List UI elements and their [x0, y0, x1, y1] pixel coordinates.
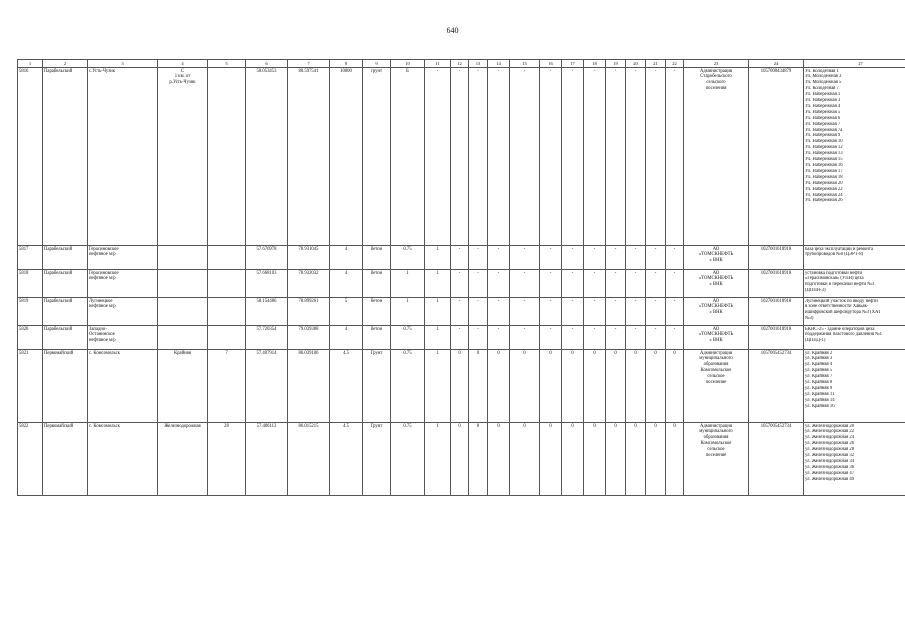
count-cell: - [666, 326, 684, 350]
count-cell: - [626, 298, 646, 326]
longitude-cell: 86.015215 [288, 423, 330, 496]
area-cell: 4 [330, 270, 363, 298]
location-cell: Железнодорожная [158, 423, 208, 496]
count-cell: - [540, 68, 562, 246]
district-cell: Парабельский [43, 68, 88, 246]
area-cell: 4.5 [330, 350, 363, 423]
count-cell: - [540, 326, 562, 350]
address-line: ул. Крайняя 9 [805, 385, 833, 391]
column-number-1: 1 [18, 60, 43, 68]
surface-cell: бетон [363, 326, 391, 350]
area-cell: 4 [330, 246, 363, 270]
latitude-cell: 58.154486 [246, 298, 288, 326]
column-number-18: 18 [584, 60, 606, 68]
address-line: Ул. Набережная 4 [805, 103, 841, 109]
address-line: Ул. Набережная 24 [805, 192, 843, 198]
count-cell: - [562, 270, 584, 298]
address-line: «Герасимовская» (УПН) цеха [805, 276, 864, 282]
count-cell: - [606, 68, 626, 246]
surface-cell: Грунт [363, 423, 391, 496]
addresses-cell [804, 246, 905, 270]
longitude-cell: 78.932032 [288, 270, 330, 298]
surface-cell: Грунт [363, 350, 391, 423]
column-number-22: 22 [666, 60, 684, 68]
count-cell: 0 [646, 423, 666, 496]
table-row [18, 326, 905, 350]
address-line: Ул. Набережная 6 [805, 115, 841, 121]
count-cell: - [488, 246, 510, 270]
address-line: ул. Железнодорожная 24 [805, 435, 855, 441]
column-number-16: 16 [540, 60, 562, 68]
district-cell: Парабельский [43, 246, 88, 270]
table-row [18, 246, 905, 270]
address-line: Ул. Колодезная 1 [805, 68, 839, 74]
table-row [18, 350, 905, 423]
count-cell: - [666, 68, 684, 246]
place-cell: с. Комсомольск [88, 350, 158, 423]
address-line: Ул. Набережная 7а [805, 127, 843, 133]
count-cell: - [666, 270, 684, 298]
area-cell: 4 [330, 326, 363, 350]
row-id: 5820 [18, 326, 43, 350]
address-line: ул. Железнодорожная 22 [805, 429, 855, 435]
location-cell [158, 270, 208, 298]
address-line: ул. Крайняя 2 [805, 350, 833, 356]
district-cell: Парабельский [43, 326, 88, 350]
house-cell [208, 68, 246, 246]
addresses-cell [804, 423, 905, 496]
count-cell: - [469, 326, 488, 350]
address-line: ишифровской шефсмрутора №3 (ХАТ [805, 310, 881, 316]
count-cell: - [488, 68, 510, 246]
count-cell: - [510, 298, 540, 326]
column-number-9: 9 [363, 60, 391, 68]
address-line: ул. Железнодорожная 32 [805, 453, 855, 459]
column-number-24: 24 [749, 60, 804, 68]
house-cell [208, 326, 246, 350]
ogrn-cell: 1027001618918 [749, 326, 804, 350]
place-cell: Лугинецкое нефтяное м/р [88, 298, 158, 326]
count-cell: - [469, 270, 488, 298]
count-cell: 0 [584, 423, 606, 496]
address-line: Ул. Молодежная 3 [805, 74, 842, 80]
address-line: Ул. Набережная 26 [805, 198, 843, 204]
surface-cell: бетон [363, 298, 391, 326]
value-cell: Б [391, 68, 425, 246]
value-cell: 0.75 [391, 246, 425, 270]
address-line: Ул. Набережная 22 [805, 186, 843, 192]
address-line: Ул. Набережная 20 [805, 180, 843, 186]
count-cell: 0 [666, 423, 684, 496]
column-number-8: 8 [330, 60, 363, 68]
address-line: ул. Крайняя 8 [805, 380, 833, 386]
area-cell: 4.5 [330, 423, 363, 496]
column-number-5: 5 [208, 60, 246, 68]
count-cell: - [510, 270, 540, 298]
address-line: поддержания пластового давления №1 [805, 332, 882, 338]
owner-cell: Администрация муниципального образования Комсомольское сельское поселение [684, 350, 749, 423]
count-cell: 0 [562, 350, 584, 423]
location-cell: Крайняя [158, 350, 208, 423]
count-cell: - [451, 326, 469, 350]
column-number-3: 3 [88, 60, 158, 68]
count-cell: - [646, 326, 666, 350]
address-line: ул. Железнодорожная 28 [805, 447, 855, 453]
count-cell: 0 [646, 350, 666, 423]
count-cell: - [646, 246, 666, 270]
address-line: ул. Железнодорожная 36 [805, 464, 855, 470]
district-cell: Первомайский [43, 350, 88, 423]
address-line: Ул. Набережная 9 [805, 133, 841, 139]
district-cell: Парабельский [43, 270, 88, 298]
address-line: Ул. Набережная 10 [805, 139, 843, 145]
count-cell: - [584, 298, 606, 326]
column-number-6: 6 [246, 60, 288, 68]
district-cell: Парабельский [43, 298, 88, 326]
address-line: (ЦППД-1) [805, 338, 826, 344]
address-line: БКНС-25 - здание операторов цеха [805, 326, 875, 332]
value-cell: 0.75 [391, 326, 425, 350]
count-cell: - [488, 270, 510, 298]
count-cell: 0 [626, 423, 646, 496]
count-cell: - [626, 68, 646, 246]
column-number-21: 21 [646, 60, 666, 68]
longitude-cell: 78.931045 [288, 246, 330, 270]
table-row [18, 298, 905, 326]
address-line: в зоне ответственности Хавьяк- [805, 304, 869, 310]
count-cell: - [626, 326, 646, 350]
row-id: 5816 [18, 68, 43, 246]
address-line: Ул. Набережная 18 [805, 174, 843, 180]
column-number-13: 13 [469, 60, 488, 68]
count-cell: 0 [626, 350, 646, 423]
address-line: ул. Крайняя 16 [805, 403, 835, 409]
address-line: ул. Железнодорожная 26 [805, 441, 855, 447]
address-line: Ул. Набережная 13 [805, 151, 843, 157]
count-cell: 1 [425, 423, 451, 496]
count-cell: - [451, 68, 469, 246]
count-cell: - [469, 246, 488, 270]
surface-cell: бетон [363, 270, 391, 298]
column-number-19: 19 [606, 60, 626, 68]
row-id: 5822 [18, 423, 43, 496]
place-cell: с. Комсомольск [88, 423, 158, 496]
count-cell: - [646, 298, 666, 326]
value-cell: 1 [391, 298, 425, 326]
address-line: Ул. Набережная 17 [805, 168, 843, 174]
latitude-cell: 57.406113 [246, 423, 288, 496]
house-cell: 28 [208, 423, 246, 496]
value-cell: 1 [391, 270, 425, 298]
count-cell: - [540, 246, 562, 270]
owner-cell: АО «ТОМСКНЕФТЬ » ВНК [684, 298, 749, 326]
longitude-cell: 79.039388 [288, 326, 330, 350]
owner-cell: АО «ТОМСКНЕФТЬ » ВНК [684, 326, 749, 350]
address-line: ул. Железнодорожная 47 [805, 470, 855, 476]
registry-sheet [17, 59, 897, 496]
count-cell: - [540, 298, 562, 326]
count-cell: - [510, 326, 540, 350]
count-cell: - [646, 270, 666, 298]
ogrn-cell: 1027001618918 [749, 270, 804, 298]
count-cell: 0 [666, 350, 684, 423]
address-line: Ул. Набережная 15 [805, 157, 843, 163]
address-line: трубопроводов №8 (ЦЭРТ-8) [805, 252, 864, 258]
ogrn-cell: 1027001618918 [749, 246, 804, 270]
count-cell: 0 [510, 423, 540, 496]
addresses-cell [804, 350, 905, 423]
count-cell: - [584, 270, 606, 298]
column-number-15: 15 [510, 60, 540, 68]
count-cell: 0 [469, 423, 488, 496]
address-line: ул. Крайняя 5 [805, 368, 833, 374]
row-id: 5818 [18, 270, 43, 298]
count-cell: - [562, 246, 584, 270]
location-cell [158, 246, 208, 270]
count-cell: - [469, 298, 488, 326]
owner-cell: Администрация муниципального образования Комсомольское сельское поселение [684, 423, 749, 496]
owner-cell: Администрация Старобельского сельского поселения [684, 68, 749, 246]
address-line: №3) [805, 316, 814, 322]
surface-cell: бетон [363, 246, 391, 270]
column-number-27: 27 [804, 60, 905, 68]
location-cell [158, 298, 208, 326]
column-number-header [18, 60, 905, 68]
table-row [18, 270, 905, 298]
count-cell: 1 [425, 246, 451, 270]
count-cell: - [562, 326, 584, 350]
count-cell: 1 [425, 326, 451, 350]
count-cell: - [626, 270, 646, 298]
longitude-cell: 80.597541 [288, 68, 330, 246]
table-row [18, 423, 905, 496]
address-line: Лугинецкий участок по вводу нефти [805, 298, 878, 304]
count-cell: 1 [425, 298, 451, 326]
ogrn-cell: 1057000434879 [749, 68, 804, 246]
address-line: Ул. Набережная 3 [805, 98, 841, 104]
column-number-12: 12 [451, 60, 469, 68]
count-cell: - [626, 246, 646, 270]
count-cell: - [451, 270, 469, 298]
house-cell [208, 246, 246, 270]
row-id: 5819 [18, 298, 43, 326]
count-cell: 0 [606, 350, 626, 423]
place-cell: Западно- Останинское нефтяное м/р [88, 326, 158, 350]
value-cell: 0.75 [391, 350, 425, 423]
column-number-7: 7 [288, 60, 330, 68]
count-cell: - [488, 326, 510, 350]
count-cell: - [469, 68, 488, 246]
column-number-23: 23 [684, 60, 749, 68]
address-line: ул. Крайняя 11 [805, 391, 835, 397]
surface-cell: грунт [363, 68, 391, 246]
count-cell: 0 [451, 350, 469, 423]
count-cell: - [451, 298, 469, 326]
column-number-20: 20 [626, 60, 646, 68]
count-cell: - [606, 270, 626, 298]
address-line: Ул. Набережная 5 [805, 109, 841, 115]
count-cell: - [488, 298, 510, 326]
addresses-cell [804, 270, 905, 298]
place-cell: Герасимовское нефтяное м/р [88, 246, 158, 270]
latitude-cell: 57.407914 [246, 350, 288, 423]
area-cell: 10000 [330, 68, 363, 246]
count-cell: 0 [540, 423, 562, 496]
row-id: 5817 [18, 246, 43, 270]
address-line: (ЦППН-3) [805, 288, 826, 294]
addresses-cell [804, 68, 905, 246]
column-number-17: 17 [562, 60, 584, 68]
latitude-cell: 58.053453 [246, 68, 288, 246]
count-cell: 1 [425, 350, 451, 423]
address-line: Ул. Молодежная 5 [805, 80, 842, 86]
place-cell: с.Усть-Чузик [88, 68, 158, 246]
count-cell: - [540, 270, 562, 298]
count-cell: 0 [488, 350, 510, 423]
count-cell: - [562, 68, 584, 246]
count-cell: 0 [488, 423, 510, 496]
address-line: Ул. Набережная 1 [805, 92, 841, 98]
count-cell: - [606, 246, 626, 270]
address-line: Ул. Набережная 7 [805, 121, 841, 127]
count-cell: 0 [451, 423, 469, 496]
house-cell: 7 [208, 350, 246, 423]
ogrn-cell: 1057005452734 [749, 423, 804, 496]
count-cell: - [425, 68, 451, 246]
value-cell: 0.75 [391, 423, 425, 496]
address-line: ул. Крайняя 4 [805, 362, 833, 368]
latitude-cell: 57.720354 [246, 326, 288, 350]
addresses-cell [804, 298, 905, 326]
count-cell: - [646, 68, 666, 246]
owner-cell: АО «ТОМСКНЕФТЬ » ВНК [684, 246, 749, 270]
count-cell: - [584, 326, 606, 350]
address-line: ул. Железнодорожная 34 [805, 458, 855, 464]
page-number: 640 [446, 26, 459, 35]
address-line: ул. Крайняя 3 [805, 356, 833, 362]
address-line: Ул. Набережная 16 [805, 163, 843, 168]
count-cell: - [666, 246, 684, 270]
row-id: 5821 [18, 350, 43, 423]
count-cell: - [562, 298, 584, 326]
count-cell: 0 [606, 423, 626, 496]
count-cell: 0 [584, 350, 606, 423]
column-number-4: 4 [158, 60, 208, 68]
count-cell: 0 [510, 350, 540, 423]
count-cell: 0 [469, 350, 488, 423]
location-cell [158, 326, 208, 350]
ogrn-cell: 1057005452734 [749, 350, 804, 423]
ogrn-cell: 1027001618918 [749, 298, 804, 326]
address-line: ул. Железнодорожная 20 [805, 423, 855, 429]
count-cell: - [606, 326, 626, 350]
location-cell: С 1 км. от р.Усть-Чузик [158, 68, 208, 246]
address-line: ул. Крайняя 7 [805, 374, 833, 380]
longitude-cell: 86.039106 [288, 350, 330, 423]
house-cell [208, 298, 246, 326]
longitude-cell: 78.899261 [288, 298, 330, 326]
count-cell: - [666, 298, 684, 326]
addresses-cell [804, 326, 905, 350]
table-row [18, 68, 905, 246]
latitude-cell: 57.668103 [246, 270, 288, 298]
address-line: подготовки и перекачки нефти №3 [805, 282, 875, 288]
count-cell: - [606, 298, 626, 326]
latitude-cell: 57.676978 [246, 246, 288, 270]
district-cell: Первомайский [43, 423, 88, 496]
count-cell: 1 [425, 270, 451, 298]
column-number-14: 14 [488, 60, 510, 68]
count-cell: - [510, 68, 540, 246]
address-line: ул. Крайняя 14 [805, 397, 835, 403]
column-number-10: 10 [391, 60, 425, 68]
column-number-11: 11 [425, 60, 451, 68]
address-line: Ул. Набережная 12 [805, 145, 843, 151]
address-line: установка подготовки нефти [805, 270, 863, 276]
count-cell: - [584, 68, 606, 246]
registry-table [17, 59, 905, 496]
count-cell: 0 [540, 350, 562, 423]
owner-cell: АО «ТОМСКНЕФТЬ » ВНК [684, 270, 749, 298]
count-cell: - [510, 246, 540, 270]
address-line: ул. Железнодорожная 49 [805, 476, 855, 482]
address-line: Ул. Колодезная 7 [805, 86, 839, 92]
count-cell: 0 [562, 423, 584, 496]
house-cell [208, 270, 246, 298]
area-cell: 5 [330, 298, 363, 326]
count-cell: - [451, 246, 469, 270]
count-cell: - [584, 246, 606, 270]
place-cell: Герасимовское нефтяное м/р [88, 270, 158, 298]
column-number-2: 2 [43, 60, 88, 68]
address-line: база цеха эксплуатации и ремонта [805, 246, 873, 252]
